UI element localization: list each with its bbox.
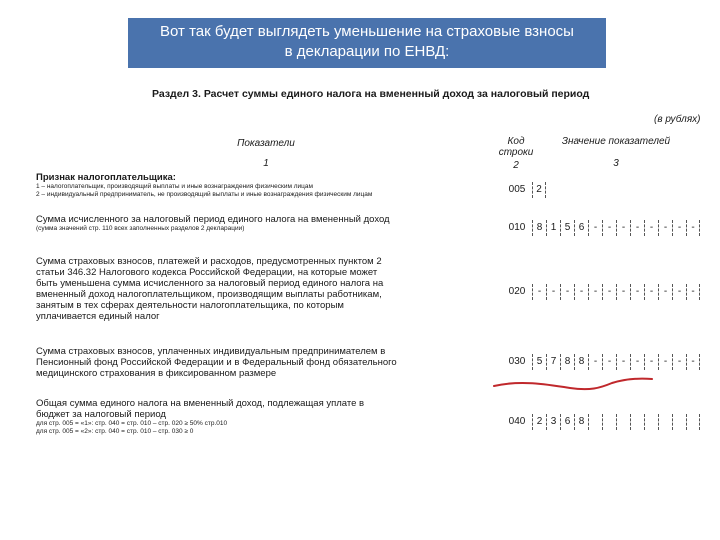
value-cell: 7 bbox=[546, 354, 560, 370]
value-cell: 8 bbox=[532, 220, 546, 236]
value-cell bbox=[602, 414, 616, 430]
banner-line-2: в декларации по ЕНВД: bbox=[284, 43, 450, 60]
value-cell: - bbox=[630, 284, 644, 300]
header-col3: 3 bbox=[613, 158, 619, 169]
value-cell: - bbox=[686, 354, 700, 370]
banner-line-1: Вот так будет выглядеть уменьшение на страховые взносы bbox=[160, 23, 574, 40]
value-cell: - bbox=[602, 284, 616, 300]
value-cell: 5 bbox=[560, 220, 574, 236]
value-cell: 8 bbox=[574, 414, 588, 430]
header-indicators: Показатели bbox=[237, 138, 295, 149]
red-underline-stroke bbox=[494, 379, 652, 390]
header-code: Код строки bbox=[498, 136, 534, 158]
row-040-label bbox=[36, 398, 376, 436]
value-cell: - bbox=[602, 220, 616, 236]
value-cell: - bbox=[658, 354, 672, 370]
value-cell: 5 bbox=[532, 354, 546, 370]
value-cell: - bbox=[686, 220, 700, 236]
value-cell: - bbox=[616, 220, 630, 236]
value-cell: - bbox=[616, 284, 630, 300]
value-cell: - bbox=[546, 284, 560, 300]
value-cell bbox=[644, 414, 658, 430]
row-010-code: 010 bbox=[508, 222, 526, 233]
section-title: Раздел 3. Расчет суммы единого налога на вмененный доход за налоговый период bbox=[152, 88, 590, 100]
header-value: Значение показателей bbox=[561, 136, 671, 147]
value-cell: - bbox=[588, 220, 602, 236]
value-cell: - bbox=[588, 284, 602, 300]
value-cell: 6 bbox=[560, 414, 574, 430]
value-cell: 8 bbox=[560, 354, 574, 370]
value-cell: - bbox=[588, 354, 602, 370]
value-cell: - bbox=[532, 284, 546, 300]
value-cell: - bbox=[574, 284, 588, 300]
value-cell: 2 bbox=[532, 182, 546, 198]
value-cell bbox=[672, 414, 686, 430]
row-040-sub2: для стр. 005 = «2»: стр. 040 = стр. 010 – стр. 030 ≥ 0 bbox=[36, 428, 194, 435]
row-040-cells bbox=[532, 414, 700, 430]
value-cell: 3 bbox=[546, 414, 560, 430]
units-label: (в рублях) bbox=[654, 114, 701, 125]
value-cell bbox=[686, 414, 700, 430]
row-040-title: Общая сумма единого налога на вмененный доход, подлежащая уплате в бюджет за налоговый период bbox=[36, 398, 365, 420]
value-cell bbox=[588, 414, 602, 430]
header-col2: 2 bbox=[513, 160, 519, 171]
row-030-title: Сумма страховых взносов, уплаченных индивидуальным предпринимателем в Пенсионный фонд Российской Федерации и в Федеральный фонд обязательного медицинского страхования в фиксированном размере bbox=[36, 346, 397, 379]
value-cell: - bbox=[658, 220, 672, 236]
value-cell: - bbox=[644, 354, 658, 370]
value-cell bbox=[616, 414, 630, 430]
row-030-code: 030 bbox=[508, 356, 526, 367]
value-cell: - bbox=[616, 354, 630, 370]
value-cell: 2 bbox=[532, 414, 546, 430]
value-cell bbox=[630, 414, 644, 430]
value-cell: - bbox=[686, 284, 700, 300]
value-cell: - bbox=[672, 220, 686, 236]
row-010-sub1: (сумма значений стр. 110 всех заполненных разделов 2 декларации) bbox=[36, 225, 245, 232]
value-cell: - bbox=[630, 354, 644, 370]
value-cell: - bbox=[602, 354, 616, 370]
value-cell: - bbox=[560, 284, 574, 300]
value-cell: 1 bbox=[546, 220, 560, 236]
value-cell: - bbox=[672, 354, 686, 370]
row-005-title: Признак налогоплательщика: bbox=[36, 172, 176, 183]
row-005-sub1: 1 – налогоплательщик, производящий выплаты и иные вознаграждения физическим лицам bbox=[36, 183, 313, 190]
row-020-code: 020 bbox=[508, 286, 526, 297]
value-cell: - bbox=[658, 284, 672, 300]
value-cell: - bbox=[672, 284, 686, 300]
value-cell: 8 bbox=[574, 354, 588, 370]
value-cell bbox=[658, 414, 672, 430]
row-040-sub1: для стр. 005 = «1»: стр. 040 = стр. 010 – стр. 020 ≥ 50% стр.010 bbox=[36, 420, 228, 427]
row-005-sub2: 2 – индивидуальный предприниматель, не производящий выплаты и иные вознаграждения физическим лицам bbox=[36, 191, 373, 198]
value-cell: - bbox=[644, 284, 658, 300]
row-020-title: Сумма страховых взносов, платежей и расходов, предусмотренных пунктом 2 статьи 346.32 Налогового кодекса Российской Федерации, на которые может быть уменьшена сумма исчисленного за налоговый период единого налога на вмененный доход налогоплательщиком, производящим выплаты работникам, занятым в тех сферах деятельности налогоплательщика, по которым уплачивается единый налог bbox=[36, 256, 384, 322]
value-cell: - bbox=[644, 220, 658, 236]
value-cell: - bbox=[630, 220, 644, 236]
row-010-title: Сумма исчисленного за налоговый период единого налога на вмененный доход bbox=[36, 214, 390, 225]
value-cell: 6 bbox=[574, 220, 588, 236]
header-col1: 1 bbox=[263, 158, 269, 169]
row-005-code: 005 bbox=[508, 184, 526, 195]
row-040-code: 040 bbox=[508, 416, 526, 427]
